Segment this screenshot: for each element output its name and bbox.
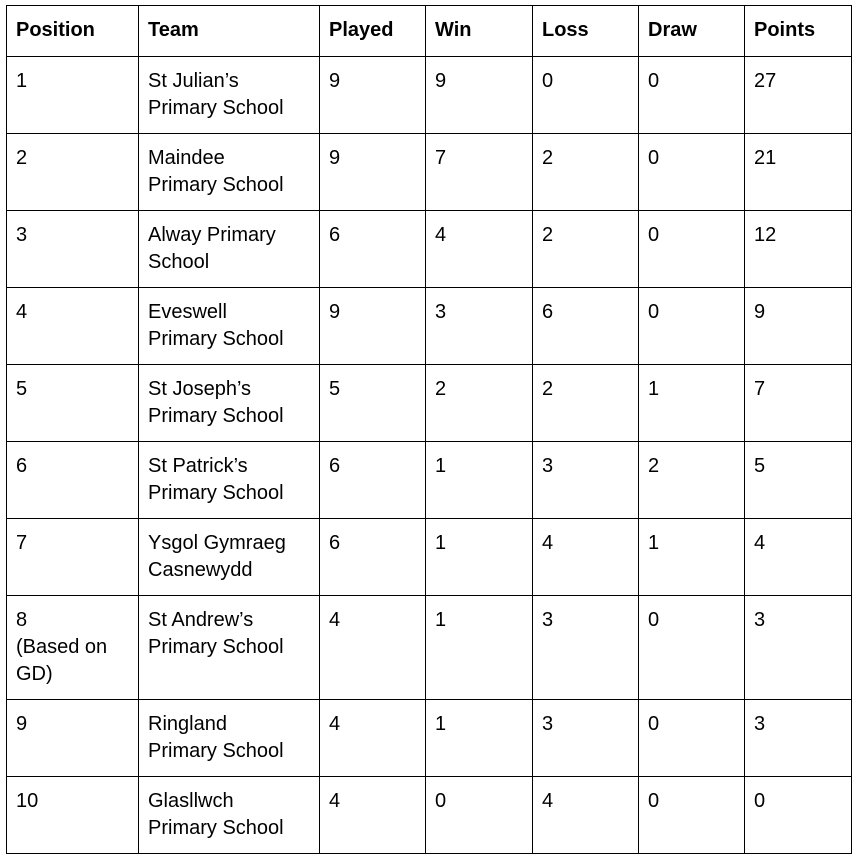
cell-team: [139, 442, 320, 519]
table-row: [7, 700, 852, 777]
table-row: [7, 134, 852, 211]
cell-win: 0: [426, 777, 533, 854]
cell-draw: 0: [639, 211, 745, 288]
cell-win: 1: [426, 442, 533, 519]
cell-position: [7, 519, 139, 596]
cell-position-line: 3: [16, 224, 28, 246]
cell-draw: 0: [639, 596, 745, 700]
cell-points: 5: [745, 442, 852, 519]
cell-draw: 2: [639, 442, 745, 519]
table-row: [7, 365, 852, 442]
cell-draw: 0: [639, 134, 745, 211]
cell-played: 6: [320, 442, 426, 519]
table-row: [7, 777, 852, 854]
cell-team-line: School: [148, 251, 210, 273]
cell-team-line: Maindee: [148, 147, 225, 169]
cell-win: 1: [426, 700, 533, 777]
header-played: Played: [320, 6, 426, 57]
cell-draw: 1: [639, 519, 745, 596]
cell-draw: 0: [639, 57, 745, 134]
table-row: [7, 57, 852, 134]
header-draw: Draw: [639, 6, 745, 57]
cell-position-line: GD): [16, 663, 53, 685]
cell-team-line: Primary School: [148, 482, 284, 504]
cell-draw: 1: [639, 365, 745, 442]
cell-draw: 0: [639, 700, 745, 777]
cell-played: 9: [320, 57, 426, 134]
cell-points: 12: [745, 211, 852, 288]
cell-team: [139, 777, 320, 854]
cell-position: [7, 211, 139, 288]
table-body: [7, 57, 852, 854]
cell-team: [139, 57, 320, 134]
cell-played: 9: [320, 134, 426, 211]
cell-loss: 2: [533, 211, 639, 288]
cell-position: [7, 57, 139, 134]
cell-team: [139, 700, 320, 777]
cell-played: 9: [320, 288, 426, 365]
cell-position-line: 8: [16, 609, 28, 631]
cell-team-line: Ringland: [148, 713, 227, 735]
cell-team-line: Eveswell: [148, 301, 227, 323]
cell-team-line: Primary School: [148, 740, 284, 762]
cell-team: [139, 519, 320, 596]
cell-win: 2: [426, 365, 533, 442]
cell-position-line: 1: [16, 70, 28, 92]
header-team: Team: [139, 6, 320, 57]
cell-points: 27: [745, 57, 852, 134]
cell-team: [139, 365, 320, 442]
cell-played: 4: [320, 596, 426, 700]
cell-position-line: 10: [16, 790, 39, 812]
cell-position: [7, 596, 139, 700]
cell-team: [139, 211, 320, 288]
cell-team-line: Primary School: [148, 328, 284, 350]
cell-team-line: Primary School: [148, 817, 284, 839]
header-points: Points: [745, 6, 852, 57]
header-win: Win: [426, 6, 533, 57]
cell-loss: 4: [533, 519, 639, 596]
cell-points: 21: [745, 134, 852, 211]
cell-team: [139, 134, 320, 211]
cell-position: [7, 365, 139, 442]
cell-win: 3: [426, 288, 533, 365]
cell-points: 9: [745, 288, 852, 365]
cell-team-line: St Patrick’s: [148, 455, 248, 477]
cell-played: 4: [320, 777, 426, 854]
header-loss: Loss: [533, 6, 639, 57]
cell-win: 4: [426, 211, 533, 288]
cell-draw: 0: [639, 777, 745, 854]
cell-team: [139, 288, 320, 365]
cell-points: 3: [745, 700, 852, 777]
cell-position: [7, 777, 139, 854]
cell-team-line: Ysgol Gymraeg: [148, 532, 286, 554]
cell-team-line: Alway Primary: [148, 224, 276, 246]
cell-team-line: Primary School: [148, 174, 284, 196]
cell-team-line: St Julian’s: [148, 70, 239, 92]
table-row: [7, 519, 852, 596]
cell-position: [7, 700, 139, 777]
cell-position-line: 6: [16, 455, 28, 477]
cell-played: 4: [320, 700, 426, 777]
cell-loss: 3: [533, 442, 639, 519]
cell-team-line: Glasllwch: [148, 790, 234, 812]
table-row: [7, 596, 852, 700]
cell-win: 9: [426, 57, 533, 134]
cell-loss: 3: [533, 596, 639, 700]
cell-points: 3: [745, 596, 852, 700]
cell-team-line: St Andrew’s: [148, 609, 254, 631]
cell-team-line: Casnewydd: [148, 559, 253, 581]
cell-loss: 0: [533, 57, 639, 134]
cell-position-line: 7: [16, 532, 28, 554]
cell-loss: 4: [533, 777, 639, 854]
cell-played: 6: [320, 211, 426, 288]
cell-position-line: 5: [16, 378, 28, 400]
cell-win: 7: [426, 134, 533, 211]
cell-played: 5: [320, 365, 426, 442]
cell-points: 7: [745, 365, 852, 442]
cell-position-line: 4: [16, 301, 28, 323]
cell-team-line: Primary School: [148, 405, 284, 427]
cell-position-line: (Based on: [16, 636, 108, 658]
table-row: [7, 211, 852, 288]
table-row: [7, 288, 852, 365]
cell-position: [7, 134, 139, 211]
cell-team-line: Primary School: [148, 636, 284, 658]
cell-loss: 2: [533, 134, 639, 211]
cell-position: [7, 442, 139, 519]
cell-win: 1: [426, 596, 533, 700]
header-position: Position: [7, 6, 139, 57]
cell-loss: 2: [533, 365, 639, 442]
league-table: [6, 5, 852, 854]
cell-team-line: St Joseph’s: [148, 378, 252, 400]
cell-team: [139, 596, 320, 700]
header-row: [7, 6, 852, 57]
cell-played: 6: [320, 519, 426, 596]
cell-draw: 0: [639, 288, 745, 365]
cell-team-line: Primary School: [148, 97, 284, 119]
cell-position-line: 2: [16, 147, 28, 169]
table-row: [7, 442, 852, 519]
cell-win: 1: [426, 519, 533, 596]
cell-loss: 6: [533, 288, 639, 365]
cell-position-line: 9: [16, 713, 28, 735]
cell-position: [7, 288, 139, 365]
cell-points: 0: [745, 777, 852, 854]
cell-loss: 3: [533, 700, 639, 777]
cell-points: 4: [745, 519, 852, 596]
